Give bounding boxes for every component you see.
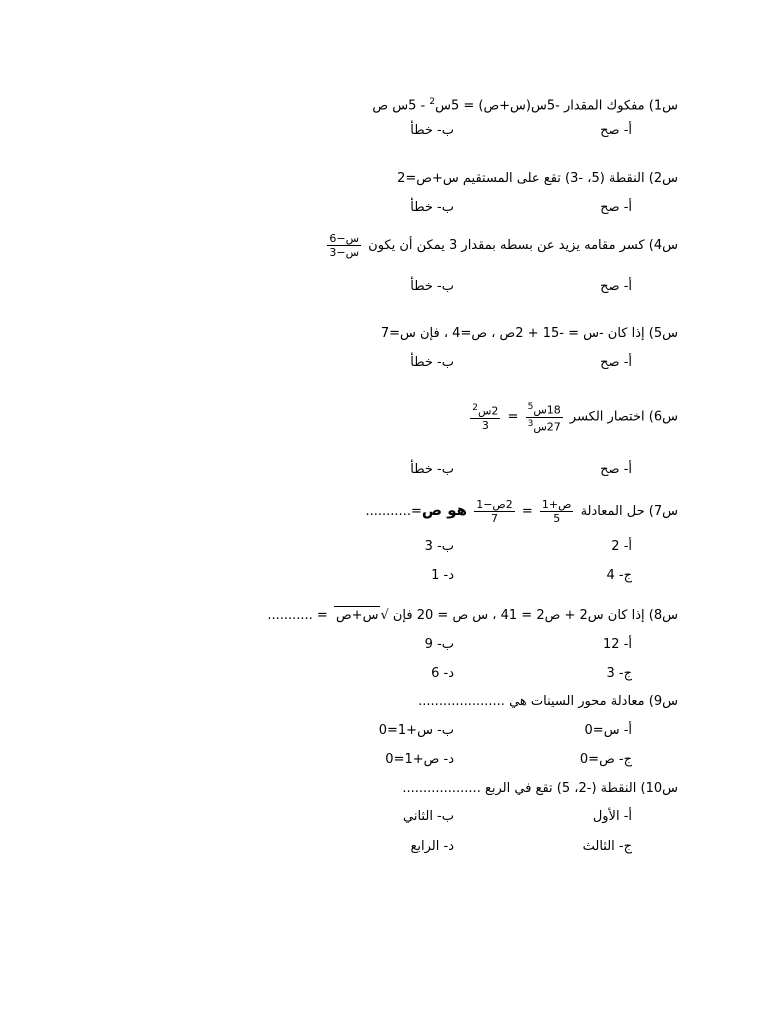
question-1-option-a[interactable]: أ- صح — [600, 123, 632, 138]
question-9-option-b[interactable]: ب- س+1=0 — [378, 723, 454, 738]
question-7-bold-label: هو ص — [421, 501, 468, 519]
question-6-fraction-right-numerator-exponent: 2 — [472, 403, 478, 414]
question-8-option-b[interactable]: ب- 9 — [424, 637, 454, 652]
question-8-blank: = ........... — [267, 608, 332, 623]
question-6 — [467, 401, 678, 433]
question-6-fraction-right — [470, 402, 500, 432]
question-6-fraction-right-denominator: 3 — [481, 418, 489, 432]
question-10-option-b[interactable]: ب- الثاني — [403, 809, 454, 824]
question-10-option-a[interactable]: أ- الأول — [592, 809, 632, 824]
question-9: س9) معادلة محور السينات هي ..................... — [418, 694, 678, 709]
question-7-option-c[interactable]: ج- 4 — [606, 568, 632, 583]
question-4 — [324, 232, 678, 259]
question-6-fraction-right-numerator — [470, 402, 500, 419]
question-7-fraction-right-numerator: 2ص−1 — [476, 498, 513, 511]
question-4-option-b[interactable]: ب- خطأ — [410, 279, 454, 294]
question-6-fraction-left-numerator-base: 18س — [533, 403, 561, 417]
question-1-exponent: 2 — [429, 97, 436, 107]
question-4-fraction — [327, 232, 361, 259]
question-1 — [372, 93, 678, 115]
question-8-option-d[interactable]: د- 6 — [431, 666, 454, 681]
question-7-blank: =........... — [365, 504, 422, 519]
question-6-fraction-left-denominator-base: 27س — [533, 420, 561, 434]
question-2-option-a[interactable]: أ- صح — [600, 200, 632, 215]
question-2-option-b[interactable]: ب- خطأ — [410, 200, 454, 215]
question-4-option-a[interactable]: أ- صح — [600, 279, 632, 294]
question-7-text: س7) حل المعادلة — [580, 504, 678, 519]
question-4-fraction-denominator: س−3 — [329, 246, 360, 259]
question-10-option-d[interactable]: د- الرابع — [410, 839, 454, 854]
question-1-text-a: س1) مفكوك المقدار -5س(س+ص) = 5س — [435, 98, 678, 114]
question-2: س2) النقطة (5، -3) تقع على المستقيم س+ص=2 — [397, 171, 678, 186]
question-8-option-c[interactable]: ج- 3 — [606, 666, 632, 681]
question-7-fraction-left — [540, 498, 574, 525]
question-7-option-d[interactable]: د- 1 — [431, 568, 454, 583]
question-6-option-b[interactable]: ب- خطأ — [410, 462, 454, 477]
question-10-option-c[interactable]: ج- الثالث — [582, 839, 632, 854]
question-9-option-c[interactable]: ج- ص=0 — [579, 752, 632, 767]
question-1-option-b[interactable]: ب- خطأ — [410, 123, 454, 138]
question-6-fraction-left-numerator — [526, 401, 563, 418]
question-6-fraction-right-numerator-base: 2س — [477, 404, 499, 418]
question-5: س5) إذا كان -س = -15 + 2ص ، ص=4 ، فإن س=7 — [380, 326, 678, 341]
question-7-fraction-left-denominator: 5 — [553, 512, 561, 525]
question-8-option-a[interactable]: أ- 12 — [603, 637, 632, 652]
question-7 — [366, 498, 679, 525]
question-1-text-b: - 5س ص — [372, 98, 430, 114]
question-9-option-d[interactable]: د- ص+1=0 — [385, 752, 454, 767]
question-8 — [267, 606, 678, 625]
question-6-option-a[interactable]: أ- صح — [600, 462, 632, 477]
question-8-text: س8) إذا كان س2 + ص2 = 41 ، س ص = 20 فإن — [392, 608, 678, 623]
question-6-text: س6) اختصار الكسر — [569, 409, 678, 425]
question-7-fraction-right-denominator: 7 — [490, 512, 498, 525]
question-7-fraction-right — [474, 498, 515, 525]
question-5-option-b[interactable]: ب- خطأ — [410, 355, 454, 370]
question-4-fraction-numerator: س−6 — [329, 232, 360, 245]
question-6-fraction-left — [526, 401, 563, 433]
question-6-equals-sign: = — [507, 409, 519, 425]
square-root-icon: √ — [380, 608, 389, 623]
question-5-option-a[interactable]: أ- صح — [600, 355, 632, 370]
question-7-fraction-left-numerator: ص+1 — [541, 498, 572, 511]
question-8-root-expression: س+ص — [335, 608, 379, 623]
question-6-fraction-left-numerator-exponent: 5 — [527, 402, 534, 412]
question-4-text: س4) كسر مقامه يزيد عن بسطه بمقدار 3 يمكن أن يكون — [368, 238, 678, 253]
question-6-fraction-left-denominator-exponent: 3 — [527, 418, 534, 429]
question-6-fraction-left-denominator — [528, 418, 561, 434]
question-7-equals-sign: = — [521, 504, 533, 519]
question-7-option-b[interactable]: ب- 3 — [424, 539, 454, 554]
question-10: س10) النقطة (-2، 5) تقع في الربع ................... — [402, 781, 678, 796]
question-7-option-a[interactable]: أ- 2 — [611, 539, 632, 554]
question-9-option-a[interactable]: أ- س=0 — [584, 723, 632, 738]
